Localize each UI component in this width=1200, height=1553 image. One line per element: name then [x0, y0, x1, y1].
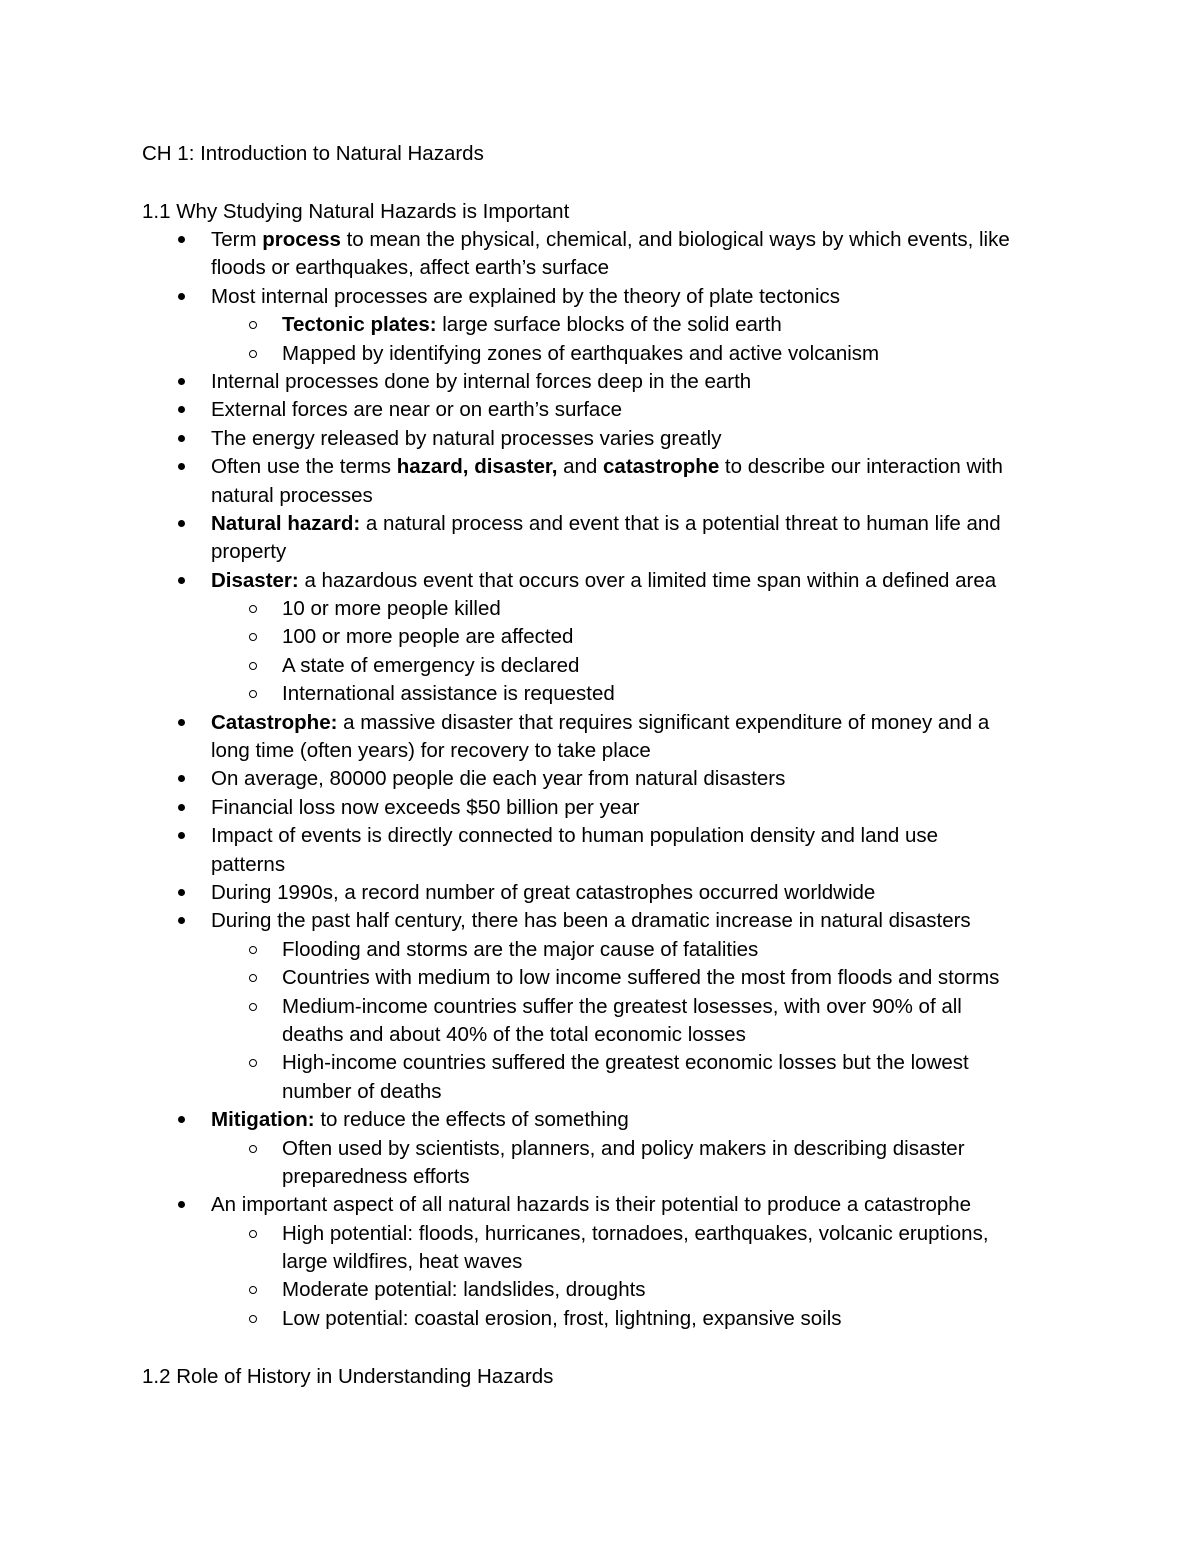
list-item-text: [211, 822, 938, 850]
list-item: [0, 538, 1200, 566]
bold-term: Tectonic plates:: [282, 313, 437, 337]
filled-bullet-icon: [178, 463, 185, 470]
list-item-text: [211, 851, 285, 879]
list-item-text: [211, 709, 989, 737]
list-item: [0, 453, 1200, 481]
list-item: [0, 283, 1200, 311]
bold-term: catastrophe: [603, 455, 720, 479]
hollow-bullet-icon: [249, 633, 257, 641]
section-1-1-bullet-list: [0, 226, 1200, 1333]
list-item: [0, 1305, 1200, 1333]
hollow-bullet-icon: [249, 946, 257, 954]
list-item: [0, 340, 1200, 368]
list-item-text: [282, 311, 782, 339]
list-item-text: [282, 680, 615, 708]
text-run: patterns: [211, 852, 286, 876]
section-title-1-1: 1.1 Why Studying Natural Hazards is Important: [142, 200, 570, 223]
list-item: [0, 879, 1200, 907]
text-run: High potential: floods, hurricanes, tornadoes, earthquakes, volcanic eruptions,: [282, 1221, 989, 1245]
list-item-text: [282, 595, 501, 623]
list-item-text: [211, 254, 609, 282]
list-item-text: [282, 1305, 842, 1333]
list-item: [0, 1276, 1200, 1304]
text-run: International assistance is requested: [282, 682, 615, 706]
text-run: An important aspect of all natural hazards is their potential to produce a catastrophe: [211, 1193, 972, 1217]
text-run: Most internal processes are explained by the theory of plate tectonics: [211, 284, 841, 308]
text-run: large surface blocks of the solid earth: [436, 313, 782, 337]
list-item: [0, 1163, 1200, 1191]
text-run: a hazardous event that occurs over a limited time span within a defined area: [298, 568, 997, 592]
text-run: floods or earthquakes, affect earth’s surface: [211, 256, 610, 280]
list-item-text: [282, 623, 573, 651]
filled-bullet-icon: [178, 719, 185, 726]
filled-bullet-icon: [178, 832, 185, 839]
list-item-text: [211, 879, 875, 907]
text-run: A state of emergency is declared: [282, 653, 580, 677]
list-item: [0, 993, 1200, 1021]
hollow-bullet-icon: [249, 1059, 257, 1067]
list-item: [0, 936, 1200, 964]
hollow-bullet-icon: [249, 1286, 257, 1294]
list-item-text: [211, 368, 751, 396]
text-run: 100 or more people are affected: [282, 625, 574, 649]
list-item: [0, 567, 1200, 595]
text-run: Impact of events is directly connected to human population density and land use: [211, 824, 939, 848]
filled-bullet-icon: [178, 917, 185, 924]
text-run: to describe our interaction with: [719, 455, 1003, 479]
list-item-text: [282, 964, 999, 992]
list-item: [0, 709, 1200, 737]
text-run: Often use the terms: [211, 455, 397, 479]
filled-bullet-icon: [178, 406, 185, 413]
list-item-text: [282, 1248, 522, 1276]
list-item-text: [211, 425, 722, 453]
list-item: [0, 1135, 1200, 1163]
text-run: long time (often years) for recovery to take place: [211, 739, 651, 763]
list-item: [0, 482, 1200, 510]
list-item-text: [211, 396, 622, 424]
list-item: [0, 595, 1200, 623]
filled-bullet-icon: [178, 775, 185, 782]
filled-bullet-icon: [178, 520, 185, 527]
text-run: deaths and about 40% of the total economic losses: [282, 1022, 746, 1046]
text-run: Mapped by identifying zones of earthquakes and active volcanism: [282, 341, 880, 365]
list-item-text: [282, 993, 962, 1021]
text-run: number of deaths: [282, 1079, 442, 1103]
text-run: Flooding and storms are the major cause of fatalities: [282, 937, 759, 961]
list-item-text: [282, 1135, 965, 1163]
list-item-text: [211, 794, 639, 822]
filled-bullet-icon: [178, 577, 185, 584]
text-run: During 1990s, a record number of great catastrophes occurred worldwide: [211, 880, 876, 904]
list-item: [0, 851, 1200, 879]
list-item-text: [282, 1049, 969, 1077]
list-item-text: [211, 737, 651, 765]
list-item-text: [282, 1163, 470, 1191]
filled-bullet-icon: [178, 1116, 185, 1123]
list-item-text: [211, 765, 785, 793]
text-run: property: [211, 540, 287, 564]
text-run: Financial loss now exceeds $50 billion per year: [211, 795, 640, 819]
text-run: High-income countries suffered the greatest economic losses but the lowest: [282, 1051, 969, 1075]
list-item: [0, 226, 1200, 254]
list-item-text: [282, 1276, 646, 1304]
list-item: [0, 680, 1200, 708]
list-item: [0, 822, 1200, 850]
bold-term: Catastrophe:: [211, 710, 338, 734]
filled-bullet-icon: [178, 236, 185, 243]
hollow-bullet-icon: [249, 662, 257, 670]
list-item-text: [211, 453, 1003, 481]
hollow-bullet-icon: [249, 1315, 257, 1323]
list-item-text: [211, 510, 1001, 538]
list-item: [0, 254, 1200, 282]
list-item-text: [211, 567, 996, 595]
text-run: Often used by scientists, planners, and policy makers in describing disaster: [282, 1136, 965, 1160]
text-run: a natural process and event that is a potential threat to human life and: [360, 511, 1001, 535]
list-item-text: [211, 226, 1010, 254]
filled-bullet-icon: [178, 378, 185, 385]
list-item-text: [211, 1106, 629, 1134]
text-run: a massive disaster that requires significant expenditure of money and a: [337, 710, 990, 734]
list-item: [0, 1078, 1200, 1106]
text-run: During the past half century, there has been a dramatic increase in natural disasters: [211, 909, 971, 933]
text-run: to reduce the effects of something: [314, 1108, 629, 1132]
hollow-bullet-icon: [249, 321, 257, 329]
text-run: Moderate potential: landslides, droughts: [282, 1278, 646, 1302]
text-run: Medium-income countries suffer the greatest losesses, with over 90% of all: [282, 994, 962, 1018]
text-run: On average, 80000 people die each year from natural disasters: [211, 767, 786, 791]
text-run: Term: [211, 228, 263, 251]
filled-bullet-icon: [178, 1201, 185, 1208]
filled-bullet-icon: [178, 435, 185, 442]
list-item-text: [282, 1220, 989, 1248]
text-run: 10 or more people killed: [282, 597, 501, 621]
hollow-bullet-icon: [249, 974, 257, 982]
list-item: [0, 1191, 1200, 1219]
hollow-bullet-icon: [249, 605, 257, 613]
bold-term: hazard, disaster,: [396, 455, 558, 479]
list-item-text: [282, 936, 758, 964]
text-run: to mean the physical, chemical, and biological ways by which events, like: [340, 228, 1010, 251]
list-item-text: [211, 283, 840, 311]
list-item-text: [282, 1078, 442, 1106]
list-item: [0, 794, 1200, 822]
hollow-bullet-icon: [249, 1230, 257, 1238]
bold-term: Natural hazard:: [211, 511, 361, 535]
text-run: The energy released by natural processes varies greatly: [211, 426, 722, 450]
list-item: [0, 1220, 1200, 1248]
filled-bullet-icon: [178, 293, 185, 300]
list-item: [0, 737, 1200, 765]
list-item-text: [211, 1191, 971, 1219]
text-run: Internal processes done by internal forces deep in the earth: [211, 369, 752, 393]
list-item: [0, 396, 1200, 424]
text-run: preparedness efforts: [282, 1164, 470, 1188]
filled-bullet-icon: [178, 889, 185, 896]
list-item-text: [211, 538, 286, 566]
text-run: Countries with medium to low income suffered the most from floods and storms: [282, 966, 1000, 990]
list-item: [0, 1106, 1200, 1134]
bold-term: process: [262, 228, 341, 251]
list-item: [0, 368, 1200, 396]
list-item-text: [211, 907, 971, 935]
list-item: [0, 652, 1200, 680]
list-item-text: [282, 652, 579, 680]
list-item-text: [211, 482, 373, 510]
text-run: Low potential: coastal erosion, frost, lightning, expansive soils: [282, 1306, 842, 1330]
hollow-bullet-icon: [249, 350, 257, 358]
list-item: [0, 623, 1200, 651]
text-run: External forces are near or on earth’s surface: [211, 398, 622, 422]
text-run: and: [557, 455, 604, 479]
section-title-1-2: 1.2 Role of History in Understanding Hazards: [142, 1365, 554, 1388]
hollow-bullet-icon: [249, 1145, 257, 1153]
list-item: [0, 1049, 1200, 1077]
list-item: [0, 1248, 1200, 1276]
chapter-title: CH 1: Introduction to Natural Hazards: [142, 142, 484, 165]
list-item: [0, 510, 1200, 538]
text-run: large wildfires, heat waves: [282, 1250, 523, 1274]
bold-term: Disaster:: [211, 568, 299, 592]
list-item: [0, 964, 1200, 992]
list-item: [0, 311, 1200, 339]
text-run: natural processes: [211, 483, 373, 507]
hollow-bullet-icon: [249, 1003, 257, 1011]
list-item-text: [282, 340, 879, 368]
list-item: [0, 907, 1200, 935]
filled-bullet-icon: [178, 804, 185, 811]
list-item: [0, 1021, 1200, 1049]
list-item-text: [282, 1021, 746, 1049]
list-item: [0, 765, 1200, 793]
hollow-bullet-icon: [249, 690, 257, 698]
bold-term: Mitigation:: [211, 1108, 315, 1132]
list-item: [0, 425, 1200, 453]
